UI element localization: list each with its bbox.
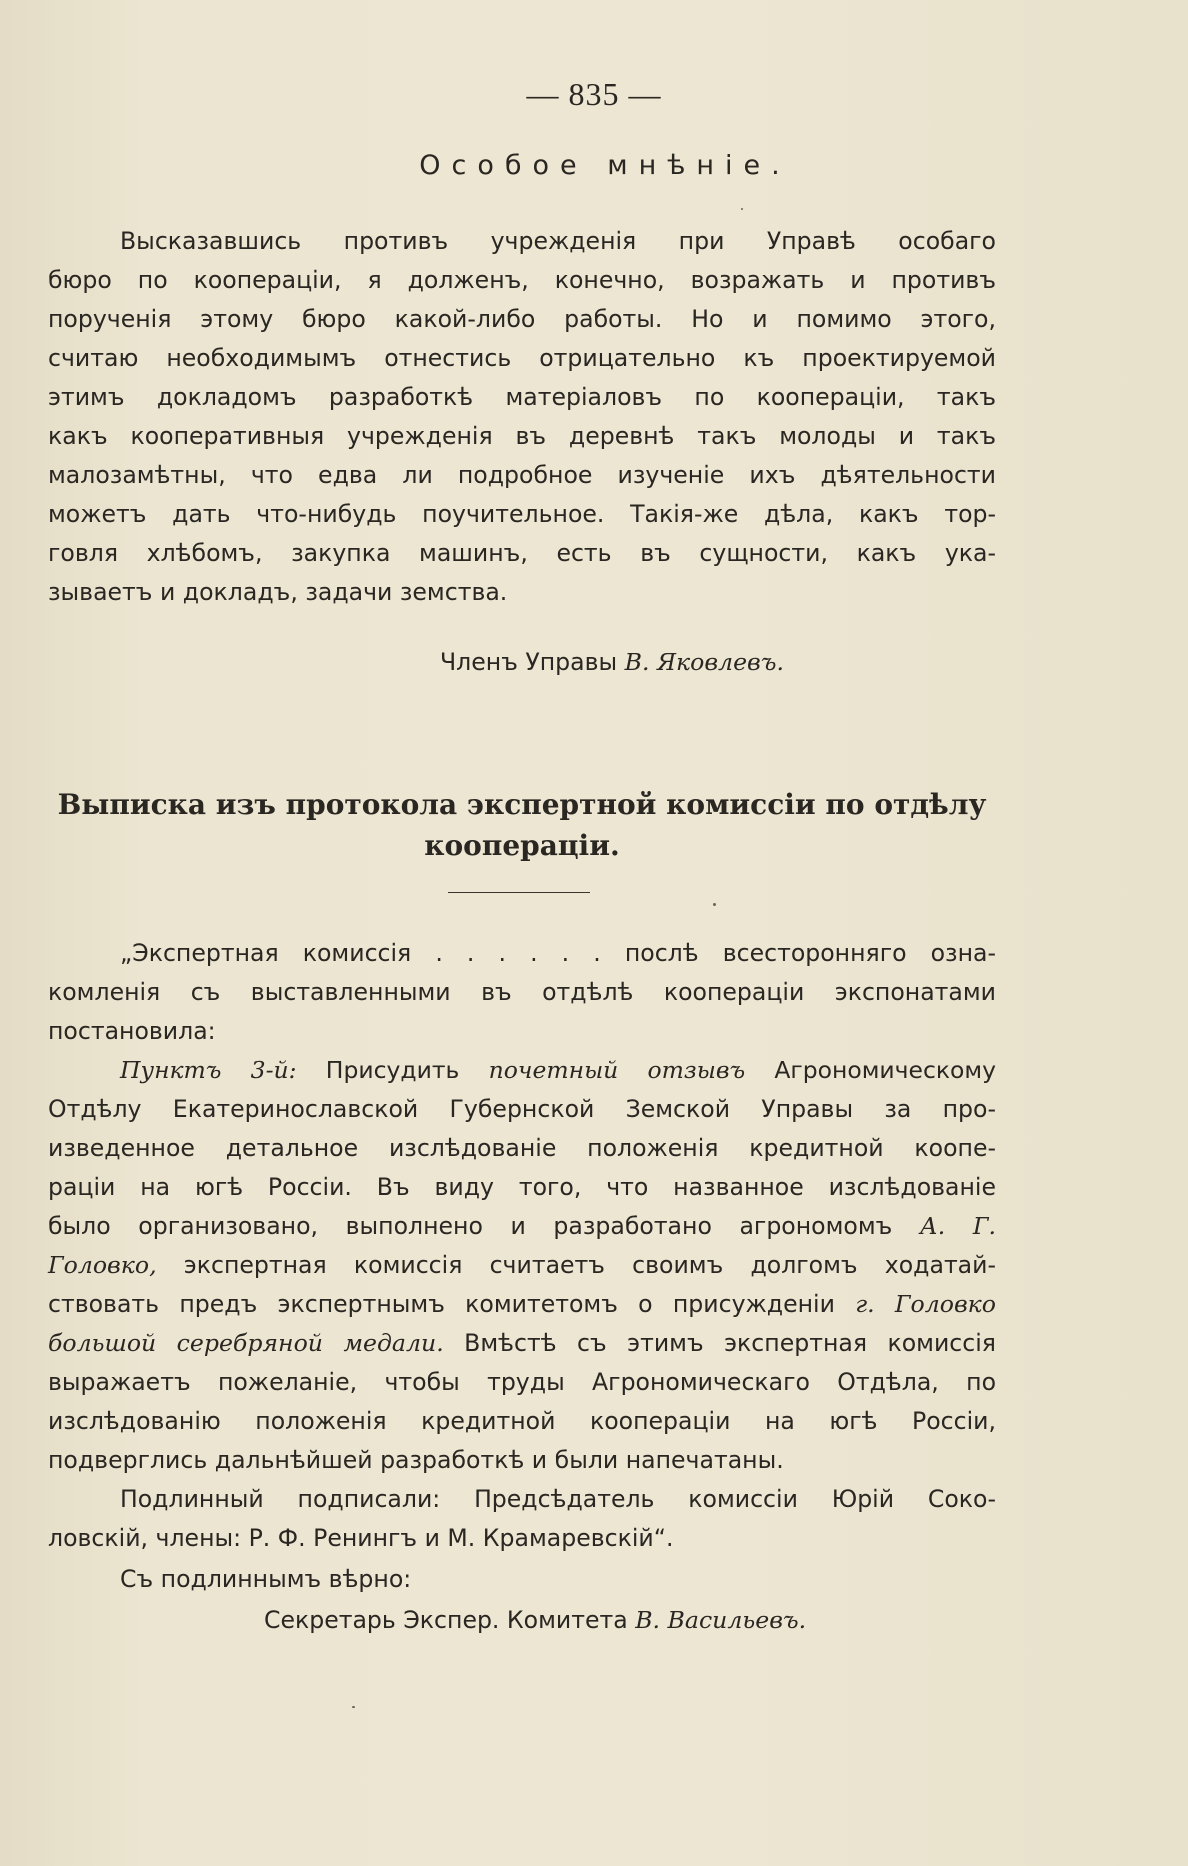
paper-speck [741, 208, 743, 210]
heading-line: коопераціи. [424, 829, 620, 862]
protocol-paragraph-3 [48, 1480, 996, 1558]
text-line [48, 1285, 996, 1324]
text-line: бюро по коопераціи, я долженъ, конечно, возражать и противъ [48, 266, 996, 294]
signature-name: В. Яковлевъ. [624, 648, 785, 676]
signature-name: В. Васильевъ. [635, 1606, 807, 1634]
signature-title: Членъ Управы [440, 648, 618, 676]
text-line: постановила: [48, 1017, 216, 1045]
signature-vasiliev [264, 1606, 806, 1634]
text-line: раціи на югѣ Россіи. Въ виду того, что названное изслѣдованіе [48, 1173, 996, 1201]
item-label: Пунктъ 3-й: [120, 1056, 297, 1084]
person-name: Головко, [48, 1251, 157, 1279]
protocol-paragraph-4 [48, 1560, 996, 1599]
opinion-paragraph [48, 222, 996, 612]
text-run: экспертная комиссія считаетъ своимъ долгомъ ходатай- [156, 1251, 996, 1279]
paper-speck [713, 903, 716, 906]
text-line: изведенное детальное изслѣдованіе положенія кредитной коопе- [48, 1134, 996, 1162]
text-line [48, 1207, 996, 1246]
person-name: г. Головко [855, 1290, 996, 1318]
text-line: говля хлѣбомъ, закупка машинъ, есть въ сущности, какъ ука- [48, 539, 996, 567]
text-run: было организовано, выполнено и разработано агрономомъ [48, 1212, 920, 1240]
text-line [48, 1324, 996, 1363]
signature-title: Секретарь Экспер. Комитета [264, 1606, 628, 1634]
text-line: какъ кооперативныя учрежденія въ деревнѣ такъ молоды и такъ [48, 422, 996, 450]
text-run: Вмѣстѣ съ этимъ экспертная комиссія [443, 1329, 996, 1357]
text-line: Подлинный подписали: Предсѣдатель комиссіи Юрій Соко- [120, 1485, 996, 1513]
text-line: комленія съ выставленными въ отдѣлѣ коопераціи экспонатами [48, 978, 996, 1006]
text-line: изслѣдованію положенія кредитной коопераціи на югѣ Россіи, [48, 1407, 996, 1435]
heading-line: Выписка изъ протокола экспертной комиссіи по отдѣлу [57, 788, 987, 821]
signature-yakovlev [440, 648, 784, 676]
text-line: Высказавшись противъ учрежденія при Управѣ особаго [120, 227, 996, 255]
text-line: Съ подлиннымъ вѣрно: [120, 1565, 412, 1593]
text-line: порученія этому бюро какой-либо работы. Но и помимо этого, [48, 305, 996, 333]
text-line: этимъ докладомъ разработкѣ матеріаловъ по коопераціи, такъ [48, 383, 996, 411]
award-name: почетный отзывъ [488, 1056, 746, 1084]
page-number: — 835 — [526, 76, 662, 112]
paper-speck [352, 1706, 355, 1708]
text-line: малозамѣтны, что едва ли подробное изученіе ихъ дѣятельности [48, 461, 996, 489]
text-line: ловскій, члены: Р. Ф. Ренингъ и М. Крамаревскій“. [48, 1524, 674, 1552]
protocol-paragraph-2 [48, 1051, 996, 1480]
text-line: „Экспертная комиссія . . . . . . послѣ всесторонняго озна- [120, 939, 996, 967]
text-run: Агрономическому [745, 1056, 997, 1084]
text-run: Присудить [296, 1056, 489, 1084]
text-line: Отдѣлу Екатеринославской Губернской Земской Управы за про- [48, 1095, 996, 1123]
text-line: зываетъ и докладъ, задачи земства. [48, 578, 508, 606]
divider-rule [448, 892, 590, 893]
section-title-special-opinion: Особое мнѣніе. [419, 150, 791, 181]
text-line: выражаетъ пожеланіе, чтобы труды Агрономическаго Отдѣла, по [48, 1368, 996, 1396]
text-line [48, 1246, 996, 1285]
text-line: считаю необходимымъ отнестись отрицательно къ проектируемой [48, 344, 996, 372]
text-run: ствовать предъ экспертнымъ комитетомъ о присужденіи [48, 1290, 856, 1318]
text-line: можетъ дать что-нибудь поучительное. Такія-же дѣла, какъ тор- [48, 500, 996, 528]
text-line [48, 1051, 996, 1090]
person-name: А. Г. [919, 1212, 996, 1240]
award-name: большой серебряной медали. [48, 1329, 444, 1357]
protocol-paragraph-1 [48, 934, 996, 1051]
section-heading-protocol-extract [48, 784, 996, 866]
text-line: подверглись дальнѣйшей разработкѣ и были напечатаны. [48, 1446, 784, 1474]
